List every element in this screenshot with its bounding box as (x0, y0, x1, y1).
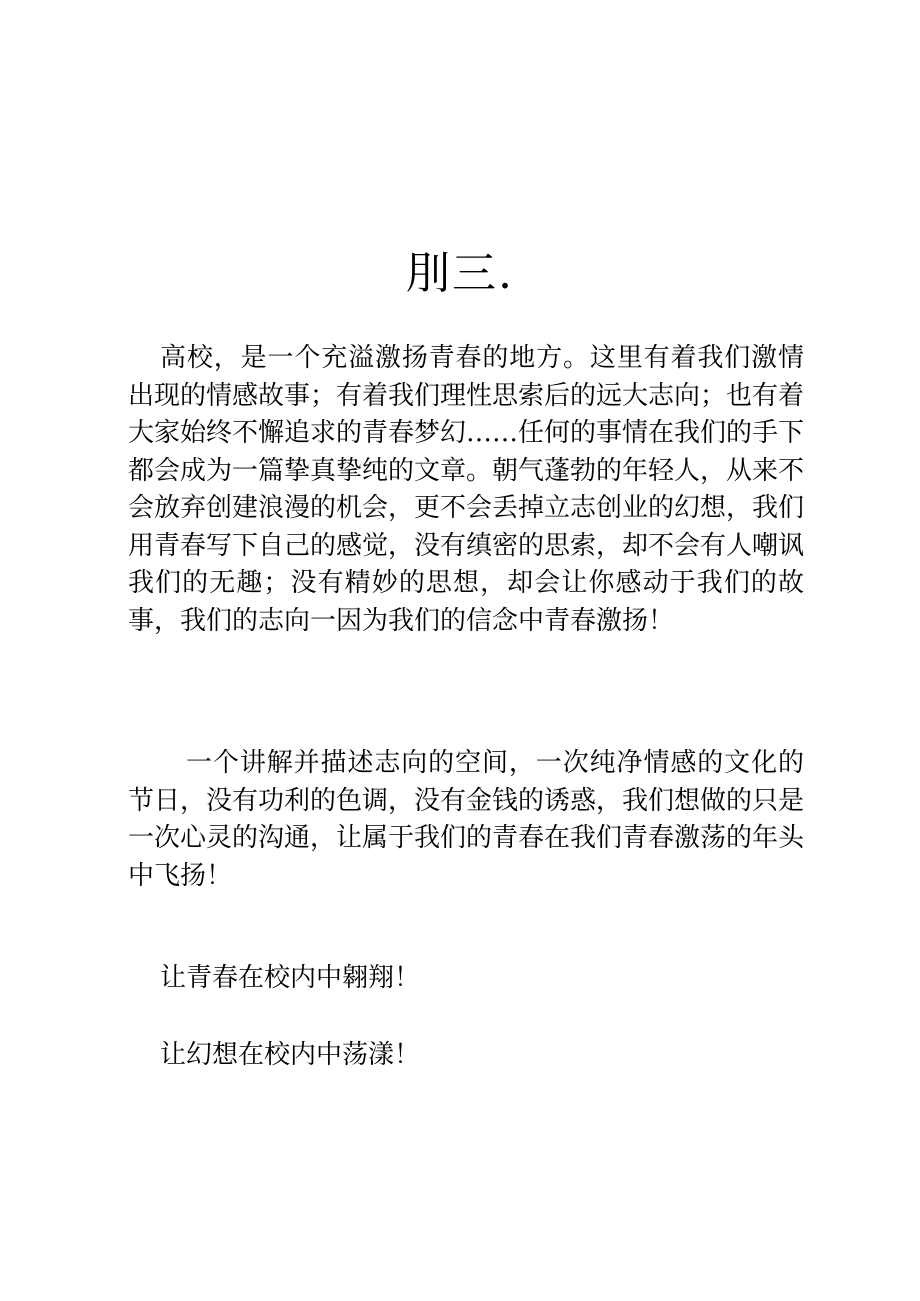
paragraph-intro: 高校，是一个充溢激扬青春的地方。这里有着我们激情出现的情感故事；有着我们理性思索后的远大志向；也有着大家始终不懈追求的青春梦幻……任何的事情在我们的手下都会成为一篇挚真挚纯的文章。朝气蓬勃的年轻人，从来不会放弃创建浪漫的机会，更不会丢掉立志创业的幻想，我们用青春写下自己的感觉，没有缜密的思索，却不会有人嘲讽我们的无趣；没有精妙的思想，却会让你感动于我们的故事，我们的志向一因为我们的信念中青春激扬！ (128, 343, 805, 636)
paragraph-slogan-dream: 让幻想在校内中荡漾！ (160, 1040, 421, 1070)
paragraph-slogan-youth: 让青春在校内中翱翔！ (160, 963, 421, 993)
page-title: 刖三. (406, 248, 514, 299)
paragraph-space: 一个讲解并描述志向的空间，一次纯净情感的文化的节日，没有功利的色调，没有金钱的诱惑，我们想做的只是一次心灵的沟通，让属于我们的青春在我们青春激荡的年头中飞扬！ (128, 748, 805, 891)
